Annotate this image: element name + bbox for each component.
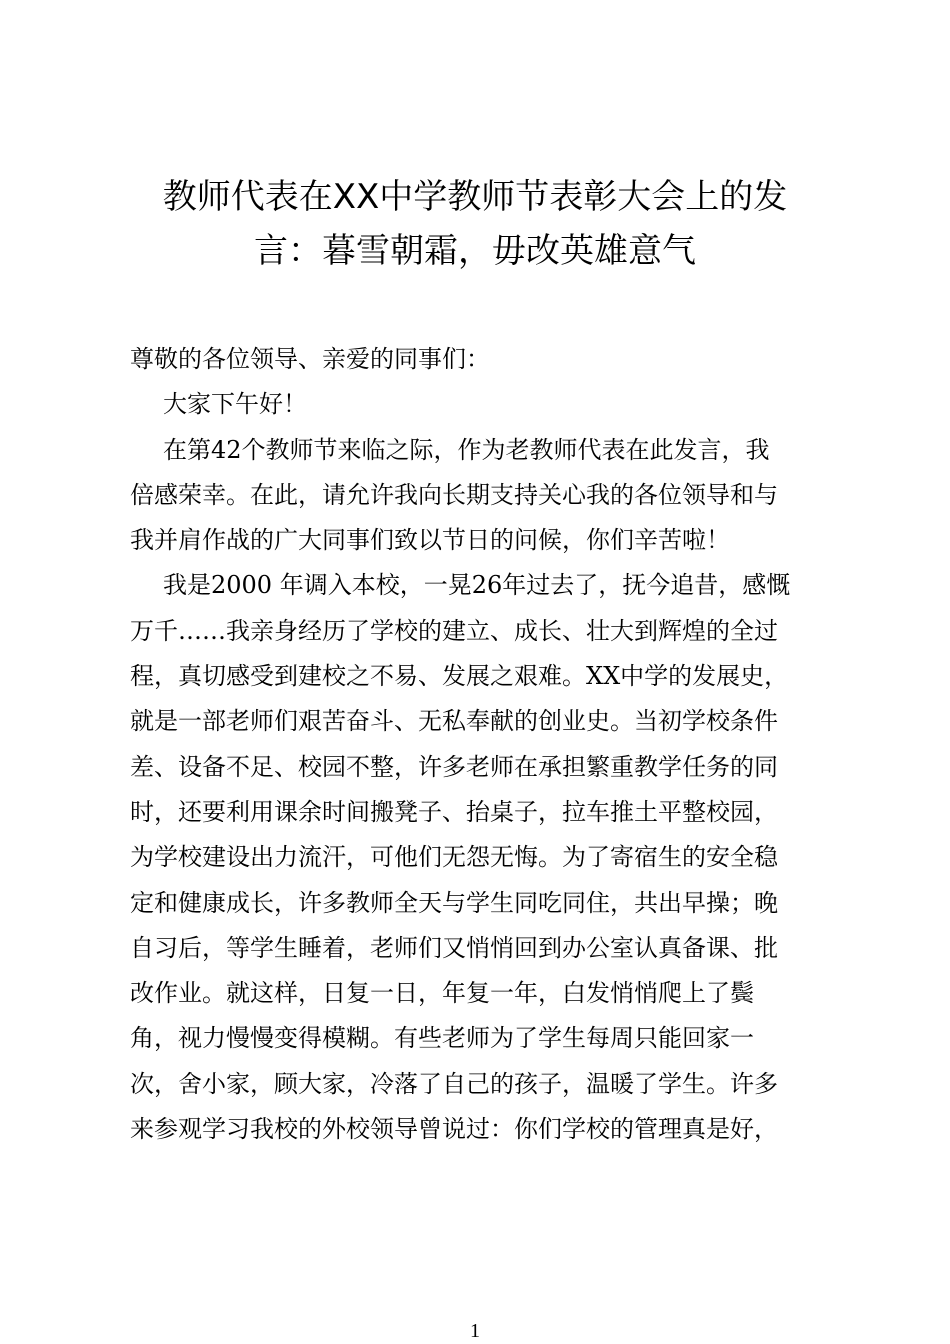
paragraph-2-line: 角，视力慢慢变得模糊。有些老师为了学生每周只能回家一 — [130, 1024, 754, 1053]
document-body — [130, 337, 830, 1152]
paragraph-2-line: 来参观学习我校的外校领导曾说过：你们学校的管理真是好， — [130, 1115, 778, 1144]
page-number: 1 — [470, 1320, 480, 1342]
salutation: 尊敬的各位领导、亲爱的同事们： — [130, 345, 490, 373]
paragraph-2-line: 就是一部老师们艰苦奋斗、无私奉献的创业史。当初学校条件 — [130, 707, 778, 736]
paragraph-2-line: 定和健康成长，许多教师全天与学生同吃同住，共出早操；晚 — [130, 888, 778, 917]
title-line-2: 言：暮雪朝霜，毋改英雄意气 — [254, 231, 696, 271]
paragraph-2-line: 我是2000 年调入本校，一晃26年过去了，抚今追昔，感慨 — [163, 571, 791, 600]
paragraph-1-line: 倍感荣幸。在此，请允许我向长期支持关心我的各位领导和与 — [130, 480, 778, 509]
title-line-1: 教师代表在XX中学教师节表彰大会上的发 — [162, 177, 788, 217]
paragraph-2-line: 为学校建设出力流汗，可他们无怨无悔。为了寄宿生的安全稳 — [130, 843, 778, 872]
paragraph-2-line: 时，还要利用课余时间搬凳子、抬桌子，拉车推土平整校园， — [130, 797, 778, 826]
paragraph-2-line: 次，舍小家，顾大家，冷落了自己的孩子，温暖了学生。许多 — [130, 1069, 778, 1098]
paragraph-2-line: 差、设备不足、校园不整，许多老师在承担繁重教学任务的同 — [130, 752, 778, 781]
greeting: 大家下午好！ — [163, 390, 307, 419]
paragraph-2-line: 改作业。就这样，日复一日，年复一年，白发悄悄爬上了鬓 — [130, 979, 754, 1008]
paragraph-1-line: 我并肩作战的广大同事们致以节日的问候，你们辛苦啦！ — [130, 526, 730, 555]
paragraph-2-line: 自习后，等学生睡着，老师们又悄悄回到办公室认真备课、批 — [130, 933, 778, 962]
paragraph-2-line: 万千……我亲身经历了学校的建立、成长、壮大到辉煌的全过 — [130, 616, 778, 645]
document-title — [0, 170, 950, 278]
paragraph-2-line: 程，真切感受到建校之不易、发展之艰难。XX中学的发展史， — [130, 662, 789, 691]
paragraph-1-line: 在第42个教师节来临之际，作为老教师代表在此发言，我 — [163, 435, 770, 464]
